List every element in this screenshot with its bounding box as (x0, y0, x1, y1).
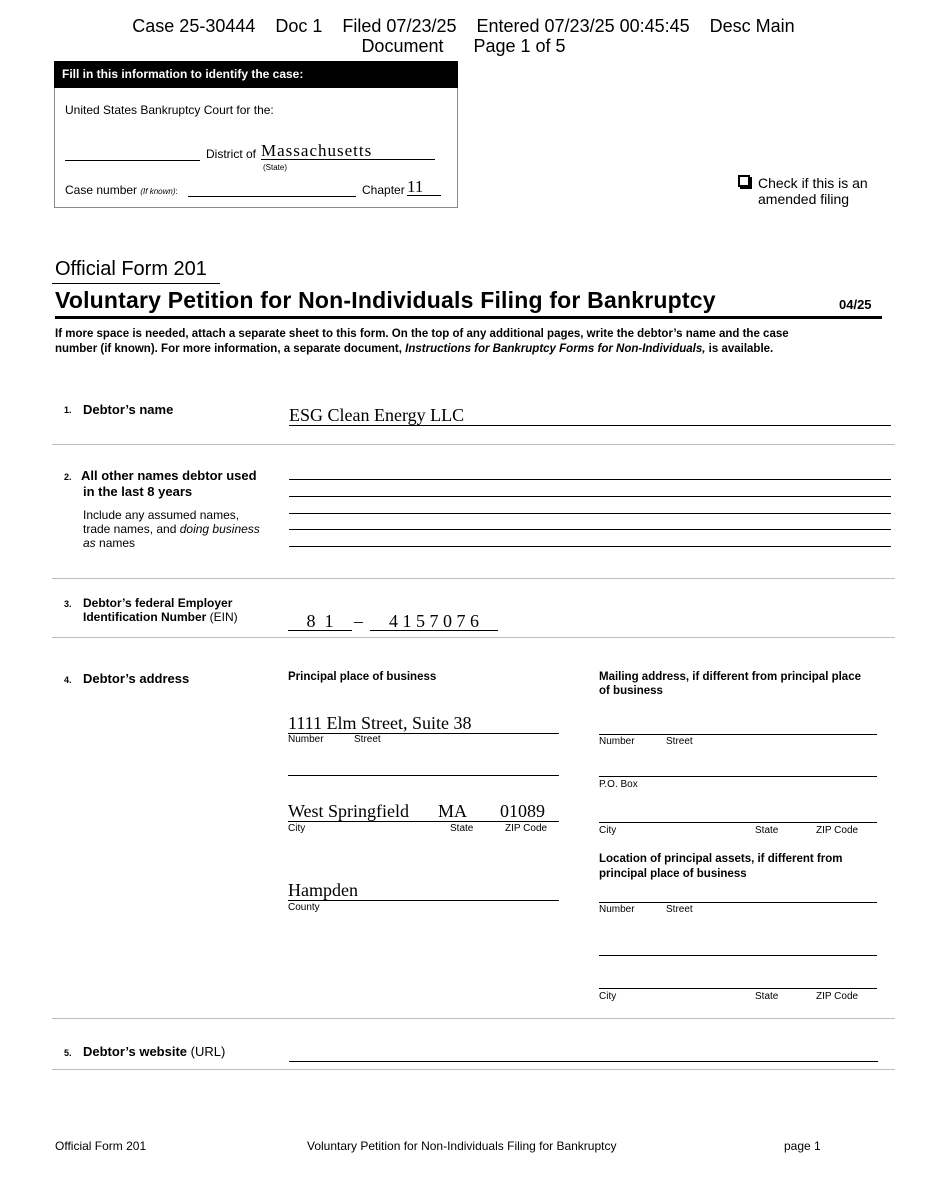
case-number-label (65, 183, 178, 197)
q2-note-italic: doing business (179, 522, 260, 536)
principal-state-value[interactable]: MA (438, 801, 468, 821)
location-city-field[interactable] (599, 988, 877, 989)
q3-label-line2-text: Identification Number (83, 610, 207, 624)
title-rule (55, 316, 882, 319)
location-heading-line1: Location of principal assets, if different from (599, 853, 843, 865)
q5-number: 5. (64, 1048, 72, 1058)
q3-label-line2 (83, 610, 238, 624)
location-heading-line2: principal place of business (599, 868, 747, 880)
principal-county-caption: County (288, 902, 320, 913)
principal-street-line2-field[interactable] (288, 775, 559, 776)
section-divider (52, 578, 895, 579)
q5-label-text: Debtor’s website (83, 1044, 188, 1059)
section-divider (52, 1018, 895, 1019)
q3-label-line1: Debtor’s federal Employer (83, 596, 233, 610)
if-known-note: (If known) (140, 187, 176, 196)
ein-suffix-field[interactable]: 4 1 5 7 0 7 6 (370, 612, 498, 631)
form-name-underline (52, 283, 220, 284)
other-name-field-1[interactable] (289, 479, 891, 480)
mailing-heading-line2: of business (599, 685, 663, 697)
ein-prefix-field[interactable]: 8 1 (288, 612, 352, 631)
mailing-street-caption: Street (666, 736, 693, 747)
district-prefix-field[interactable] (65, 160, 200, 161)
principal-street-field[interactable]: 1111 Elm Street, Suite 38 (288, 714, 559, 734)
court-label: United States Bankruptcy Court for the: (65, 103, 274, 117)
section-divider (52, 1069, 895, 1070)
mailing-state-caption: State (755, 825, 779, 836)
court-header-line2: Document Page 1 of 5 (361, 36, 566, 56)
footer-page-number: page 1 (784, 1139, 821, 1153)
footer-form-title: Voluntary Petition for Non-Individuals Filing for Bankruptcy (307, 1139, 617, 1153)
principal-zip-value[interactable]: 01089 (500, 801, 545, 821)
other-name-field-5[interactable] (289, 546, 891, 547)
other-name-field-4[interactable] (289, 529, 891, 530)
section-divider (52, 637, 895, 638)
form-name: Official Form 201 (55, 258, 207, 280)
district-value[interactable]: Massachusetts (261, 142, 435, 160)
location-street-caption: Street (666, 904, 693, 915)
court-header-line1: Case 25-30444 Doc 1 Filed 07/23/25 Entered 07/23/25 00:45:45 Desc Main (132, 16, 795, 36)
mailing-city-caption: City (599, 825, 617, 836)
state-caption: (State) (263, 163, 288, 172)
form-title: Voluntary Petition for Non-Individuals Filing for Bankruptcy (55, 287, 716, 313)
principal-place-heading: Principal place of business (288, 671, 437, 683)
website-field[interactable] (289, 1061, 878, 1062)
q2-label-line1: All other names debtor used (81, 468, 257, 483)
q1-label: Debtor’s name (83, 402, 174, 417)
mailing-heading-line1: Mailing address, if different from principal place (599, 671, 861, 683)
location-state-caption: State (755, 991, 779, 1002)
principal-county-field[interactable]: Hampden (288, 881, 559, 901)
principal-state-caption: State (450, 823, 474, 834)
location-zip-caption: ZIP Code (816, 991, 859, 1002)
mailing-street-field[interactable] (599, 734, 877, 735)
location-number-caption: Number (599, 904, 635, 915)
amended-filing-checkbox[interactable] (738, 175, 750, 187)
q4-number: 4. (64, 675, 72, 685)
principal-city-caption: City (288, 823, 306, 834)
q3-label-suffix: (EIN) (206, 610, 238, 624)
q2-number: 2. (64, 472, 72, 482)
ein-dash: – (354, 611, 363, 631)
q3-number: 3. (64, 599, 72, 609)
form-version: 04/25 (839, 297, 872, 312)
case-identification-box (54, 61, 458, 208)
location-street-field[interactable] (599, 902, 877, 903)
intro-line-b (55, 342, 885, 357)
intro-line-b-part2: is available. (705, 343, 774, 355)
location-street-line2-field[interactable] (599, 955, 877, 956)
q2-label-line2: in the last 8 years (83, 484, 193, 499)
mailing-pobox-caption: P.O. Box (599, 779, 638, 790)
q2-note-line2-text: trade names, and (83, 522, 180, 536)
district-label: District of (206, 147, 257, 161)
instructions-title: Instructions for Bankruptcy Forms for Non-Individuals, (405, 343, 706, 355)
chapter-value[interactable]: 11 (407, 178, 441, 196)
principal-number-caption: Number (288, 734, 324, 745)
chapter-label: Chapter (362, 183, 405, 197)
intro-line-b-part1: number (if known). For more information, a separate document, (55, 343, 406, 355)
section-divider (52, 444, 895, 445)
location-city-caption: City (599, 991, 617, 1002)
amended-label-line2: amended filing (758, 191, 850, 207)
mailing-zip-caption: ZIP Code (816, 825, 859, 836)
principal-street-caption: Street (354, 734, 381, 745)
identification-banner: Fill in this information to identify the case: (54, 61, 458, 88)
q4-label: Debtor’s address (83, 671, 190, 686)
q5-label-suffix: (URL) (187, 1044, 226, 1059)
q2-note-line2 (83, 522, 260, 536)
intro-text (55, 327, 885, 357)
intro-line-a: If more space is needed, attach a separate sheet to this form. On the top of any additional pages, write the debtor’s name and the case (55, 328, 789, 340)
footer-form-name: Official Form 201 (55, 1139, 147, 1153)
principal-city-field[interactable]: West Springfield (288, 802, 559, 822)
q2-note (83, 508, 260, 550)
other-name-field-3[interactable] (289, 513, 891, 514)
amended-label-line1: Check if this is an (758, 175, 868, 191)
principal-zip-caption: ZIP Code (505, 823, 548, 834)
case-number-field[interactable] (188, 196, 356, 197)
q5-label (83, 1044, 225, 1059)
q2-note-line1: Include any assumed names, (83, 508, 240, 522)
debtor-name-field[interactable]: ESG Clean Energy LLC (289, 405, 891, 426)
case-number-label-text: Case number (65, 183, 138, 197)
mailing-pobox-field[interactable] (599, 776, 877, 777)
q2-note-line3 (83, 536, 260, 550)
case-number-colon: : (175, 187, 178, 196)
q2-note-line3-text: names (95, 536, 136, 550)
q1-number: 1. (64, 405, 72, 415)
q2-note-as: as (83, 536, 96, 550)
other-name-field-2[interactable] (289, 496, 891, 497)
mailing-number-caption: Number (599, 736, 635, 747)
mailing-city-field[interactable] (599, 822, 877, 823)
